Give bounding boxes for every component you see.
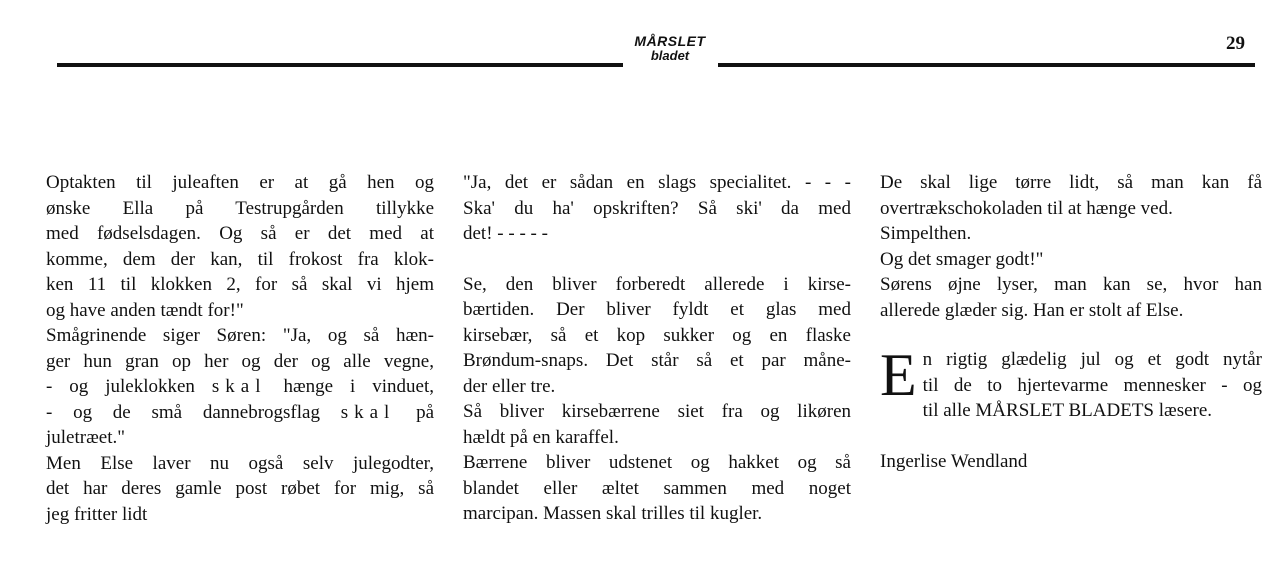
text-line: der eller tre.: [463, 375, 556, 397]
text-line: Brøndum-snaps. Det står så et par måne-: [463, 350, 851, 371]
text-line: [46, 374, 434, 400]
emphasis-spaced: skal: [211, 376, 267, 397]
text-line: til alle MÅRSLET BLADETS læsere.: [922, 400, 1213, 421]
text-line: marcipan. Massen skal trilles til kugler.: [463, 503, 763, 524]
text-line: blandet eller æltet sammen med noget: [463, 477, 851, 499]
text-line: og have anden tændt for!": [46, 299, 244, 321]
column-2: [463, 170, 851, 527]
text-line: Se, den bliver forberedt allerede i kirse-: [463, 273, 851, 295]
text-line: bærtiden. Der bliver fyldt et glas med: [463, 299, 851, 320]
text-line: Men Else laver nu også selv julegodter,: [46, 452, 434, 474]
text-line: De skal lige tørre lidt, så man kan få: [880, 172, 1262, 193]
text-line: Så bliver kirsebærrene siet fra og likøren: [463, 401, 851, 422]
emphasis-spaced: skal: [340, 401, 396, 423]
text-line: jeg fritter lidt: [46, 503, 148, 525]
column-1: [46, 170, 434, 527]
text-line: n rigtig glædelig jul og et godt nytår: [922, 349, 1262, 370]
paragraph-gap: [880, 424, 1262, 449]
paragraph-gap: [880, 323, 1262, 347]
logo-line-2: bladet: [650, 48, 690, 63]
author-signature: Ingerlise Wendland: [880, 450, 1028, 472]
text-line: Ska' du ha' opskriften? Så ski' da med: [463, 197, 851, 219]
text-fragment: - og juleklokken: [46, 376, 195, 397]
text-line: Smågrinende siger Søren: "Ja, og så hæn-: [46, 325, 434, 346]
text-line: Simpelthen.: [880, 223, 972, 244]
text-line: Bærrene bliver udstenet og hakket og så: [463, 452, 851, 473]
text-line: ken 11 til klokken 2, for så skal vi hjem: [46, 274, 434, 295]
text-fragment: på: [416, 401, 435, 423]
drop-cap: E: [880, 342, 917, 408]
page-header: [0, 0, 1277, 80]
text-line: "Ja, det er sådan en slags specialitet. - - -: [463, 172, 851, 193]
text-line: Og det smager godt!": [880, 248, 1044, 270]
text-line: Sørens øjne lyser, man kan se, hvor han: [880, 274, 1262, 295]
header-rule-right: [718, 63, 1255, 67]
text-line: hældt på en karaffel.: [463, 426, 619, 448]
text-line: juletræet.": [46, 427, 125, 448]
text-line: allerede glæder sig. Han er stolt af Else.: [880, 299, 1184, 321]
text-line: med fødselsdagen. Og så er det med at: [46, 223, 434, 244]
text-line: komme, dem der kan, til frokost fra klok-: [46, 248, 434, 270]
text-line: det har deres gamle post røbet for mig, så: [46, 478, 434, 499]
text-line: Optakten til juleaften er at gå hen og: [46, 172, 434, 193]
text-fragment: hænge i vinduet,: [283, 376, 434, 397]
logo-line-1: MÅRSLET: [634, 33, 706, 49]
masthead-logo: [622, 34, 718, 62]
text-line: det! - - - - -: [463, 223, 548, 244]
text-line: kirsebær, så et kop sukker og en flaske: [463, 324, 851, 346]
text-line: til de to hjertevarme mennesker - og: [922, 374, 1262, 396]
text-line: [46, 400, 434, 426]
text-fragment: - og de små dannebrogsflag: [46, 401, 320, 423]
text-line: ønske Ella på Testrupgården tillykke: [46, 197, 434, 219]
page-number: 29: [1226, 33, 1245, 54]
header-rule-left: [57, 63, 623, 67]
paragraph-gap: [463, 247, 851, 272]
column-3: [880, 170, 1262, 474]
text-line: ger hun gran op her og der og alle vegne,: [46, 350, 434, 372]
greeting-paragraph: [880, 342, 1262, 424]
text-line: overtrækschokoladen til at hænge ved.: [880, 197, 1173, 219]
